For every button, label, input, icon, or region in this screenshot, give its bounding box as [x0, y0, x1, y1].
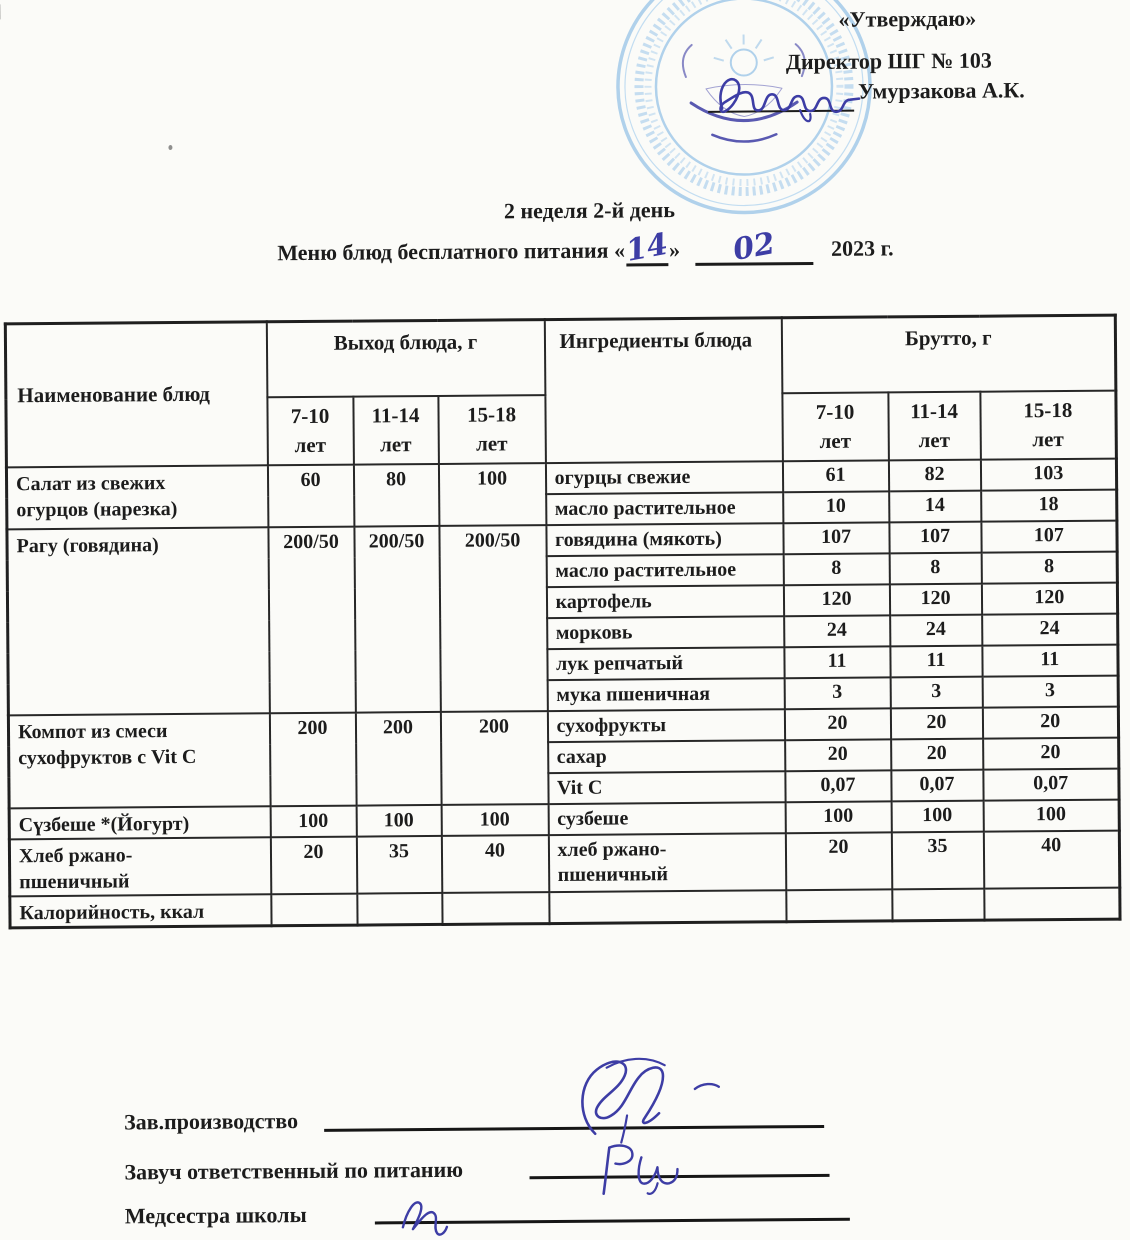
production-manager-signature	[567, 1055, 733, 1146]
col-header-age	[267, 397, 354, 466]
ingredient-gross-cell: 11	[784, 646, 890, 678]
ingredient-gross-cell: 24	[784, 615, 890, 647]
header-row-main	[5, 315, 1116, 399]
ingredient-gross-cell: 61	[782, 460, 888, 492]
ingredient-gross-cell: 40	[983, 831, 1119, 889]
age-range: 7-10	[784, 397, 886, 427]
open-quote: «	[614, 237, 625, 262]
ingredient-gross-cell: 120	[889, 584, 981, 616]
ingredient-name-cell: морковь	[547, 616, 784, 649]
dish-output-cell: 20	[270, 837, 356, 895]
director-name: Умурзакова А.К.	[858, 77, 1025, 104]
ingredient-gross-cell: 20	[785, 832, 891, 890]
age-unit: лет	[784, 426, 886, 456]
col-header-age	[782, 392, 889, 461]
table-row	[9, 831, 1119, 897]
dish-output-cell	[357, 893, 442, 925]
ingredient-gross-cell: 107	[783, 522, 889, 554]
ingredient-gross-cell: 20	[983, 738, 1119, 770]
close-quote: »	[669, 237, 680, 262]
ingredient-gross-cell: 20	[891, 739, 983, 771]
ingredient-name-cell: Vit C	[548, 771, 785, 804]
menu-title	[277, 235, 894, 269]
dish-output-cell: 80	[353, 464, 438, 527]
ingredient-gross-cell: 8	[889, 553, 981, 585]
dish-name-cell: Сүзбеше *(Йогурт)	[9, 806, 270, 839]
ingredient-name-cell: масло растительное	[546, 554, 783, 587]
approve-label: «Утверждаю»	[838, 6, 976, 33]
dish-output-cell: 200/50	[354, 526, 440, 713]
dish-name-cell: Хлеб ржано-пшеничный	[9, 837, 270, 896]
ingredient-gross-cell: 20	[784, 708, 890, 740]
ingredient-gross-cell: 120	[981, 583, 1117, 615]
ingredient-name-cell: сахар	[548, 740, 785, 773]
ingredient-gross-cell: 103	[980, 459, 1116, 491]
ingredient-name-cell: сузбеше	[548, 802, 785, 835]
ingredient-gross-cell: 0,07	[785, 770, 891, 802]
ingredient-gross-cell	[984, 888, 1120, 921]
age-unit: лет	[890, 426, 978, 456]
ingredient-gross-cell: 100	[891, 801, 983, 833]
dish-name-cell: Рагу (говядина)	[7, 527, 269, 715]
ingredient-gross-cell: 107	[981, 521, 1117, 553]
menu-month-handwritten: 02	[732, 234, 777, 261]
dish-output-cell: 40	[441, 835, 548, 893]
ingredient-gross-cell: 11	[982, 645, 1118, 677]
ingredient-gross-cell: 10	[783, 491, 889, 523]
ingredient-gross-cell: 18	[981, 490, 1117, 522]
dish-output-cell: 100	[270, 806, 356, 838]
weekday-title: 2 неделя 2-й день	[0, 194, 1127, 229]
dish-output-cell: 35	[356, 836, 441, 894]
col-header-gross: Брутто, г	[781, 315, 1116, 393]
ingredient-gross-cell: 0,07	[983, 769, 1119, 801]
dish-output-cell	[442, 892, 549, 924]
director-title: Директор ШГ № 103	[786, 48, 992, 76]
director-signature	[712, 70, 862, 127]
ingredient-gross-cell: 20	[785, 739, 891, 771]
ingredient-name-cell: лук репчатый	[547, 647, 784, 680]
dish-name-cell: Калорийность, ккал	[10, 894, 271, 928]
ingredient-gross-cell: 14	[889, 491, 981, 523]
age-range: 7-10	[269, 401, 351, 431]
menu-date-month-slot	[695, 236, 813, 266]
ingredient-gross-cell: 100	[983, 800, 1119, 832]
age-unit: лет	[982, 425, 1114, 455]
col-header-age	[980, 391, 1117, 460]
ingredient-gross-cell: 24	[982, 614, 1118, 646]
dish-name-cell: Компот из смеси сухофруктов с Vit C	[8, 713, 270, 808]
ingredient-name-cell: картофель	[546, 585, 783, 618]
sig-label-production-manager: Зав.производство	[124, 1108, 298, 1135]
age-unit: лет	[269, 431, 351, 461]
dish-output-cell: 200	[355, 712, 441, 806]
ingredient-gross-cell: 82	[888, 460, 980, 492]
dish-name-cell: Салат из свежих огурцов (нарезка)	[6, 465, 267, 529]
menu-day-handwritten: 14	[625, 235, 670, 262]
menu-title-text: Меню блюд бесплатного питания	[277, 238, 608, 266]
ingredient-name-cell: хлеб ржано-пшеничный	[548, 833, 785, 892]
scan-dot-artifact	[168, 145, 172, 150]
ingredient-gross-cell	[892, 889, 984, 921]
ingredient-gross-cell	[786, 889, 892, 921]
ingredient-gross-cell: 3	[784, 677, 890, 709]
menu-table-header	[5, 315, 1116, 467]
ingredient-gross-cell: 120	[783, 584, 889, 616]
dish-output-cell: 60	[267, 465, 353, 528]
ingredient-gross-cell: 8	[783, 553, 889, 585]
age-unit: лет	[440, 429, 543, 459]
ingredient-gross-cell: 20	[890, 708, 982, 740]
menu-table	[4, 314, 1122, 930]
dish-output-cell: 100	[356, 805, 441, 837]
age-range: 15-18	[440, 400, 543, 430]
col-header-dish-name: Наименование блюд	[5, 322, 267, 468]
col-header-age	[353, 396, 439, 465]
dish-output-cell: 200	[269, 713, 356, 807]
ingredient-gross-cell: 11	[890, 646, 982, 678]
ingredient-gross-cell: 3	[890, 677, 982, 709]
age-range: 11-14	[890, 396, 978, 426]
dish-output-cell: 200/50	[439, 525, 547, 712]
ingredient-name-cell	[549, 890, 786, 923]
ingredient-gross-cell: 24	[890, 615, 982, 647]
menu-table-body	[6, 459, 1120, 928]
dish-output-cell: 100	[441, 804, 548, 836]
col-header-age	[438, 395, 546, 464]
ingredient-name-cell: сухофрукты	[547, 709, 784, 742]
menu-date-day-slot	[626, 237, 668, 266]
ingredient-name-cell: масло растительное	[546, 492, 783, 525]
ingredient-gross-cell: 0,07	[891, 770, 983, 802]
age-unit: лет	[355, 430, 436, 460]
ingredient-gross-cell: 8	[981, 552, 1117, 584]
age-range: 15-18	[982, 395, 1114, 425]
ingredient-gross-cell: 35	[891, 832, 983, 890]
ingredient-gross-cell: 3	[982, 676, 1118, 708]
menu-year: 2023 г.	[831, 235, 894, 260]
ingredient-name-cell: говядина (мякоть)	[546, 523, 783, 556]
deputy-head-signature	[587, 1139, 682, 1198]
ingredient-name-cell: мука пшеничная	[547, 678, 784, 711]
col-header-age	[888, 392, 981, 461]
ingredient-gross-cell: 20	[982, 707, 1118, 739]
ingredient-name-cell: огурцы свежие	[545, 461, 782, 494]
col-header-output: Выход блюда, г	[266, 320, 545, 398]
dish-output-cell: 100	[438, 463, 546, 526]
ingredient-gross-cell: 107	[889, 522, 981, 554]
col-header-ingredients: Ингредиенты блюда	[544, 318, 782, 463]
sig-label-school-nurse: Медсестра школы	[125, 1202, 307, 1229]
dish-output-cell: 200	[440, 711, 548, 805]
age-range: 11-14	[355, 401, 436, 431]
dish-output-cell: 200/50	[268, 527, 355, 714]
ingredient-gross-cell: 100	[785, 801, 891, 833]
dish-output-cell	[271, 894, 357, 926]
school-nurse-signature	[393, 1189, 461, 1238]
sig-label-deputy-head: Завуч ответственный по питанию	[124, 1157, 463, 1186]
